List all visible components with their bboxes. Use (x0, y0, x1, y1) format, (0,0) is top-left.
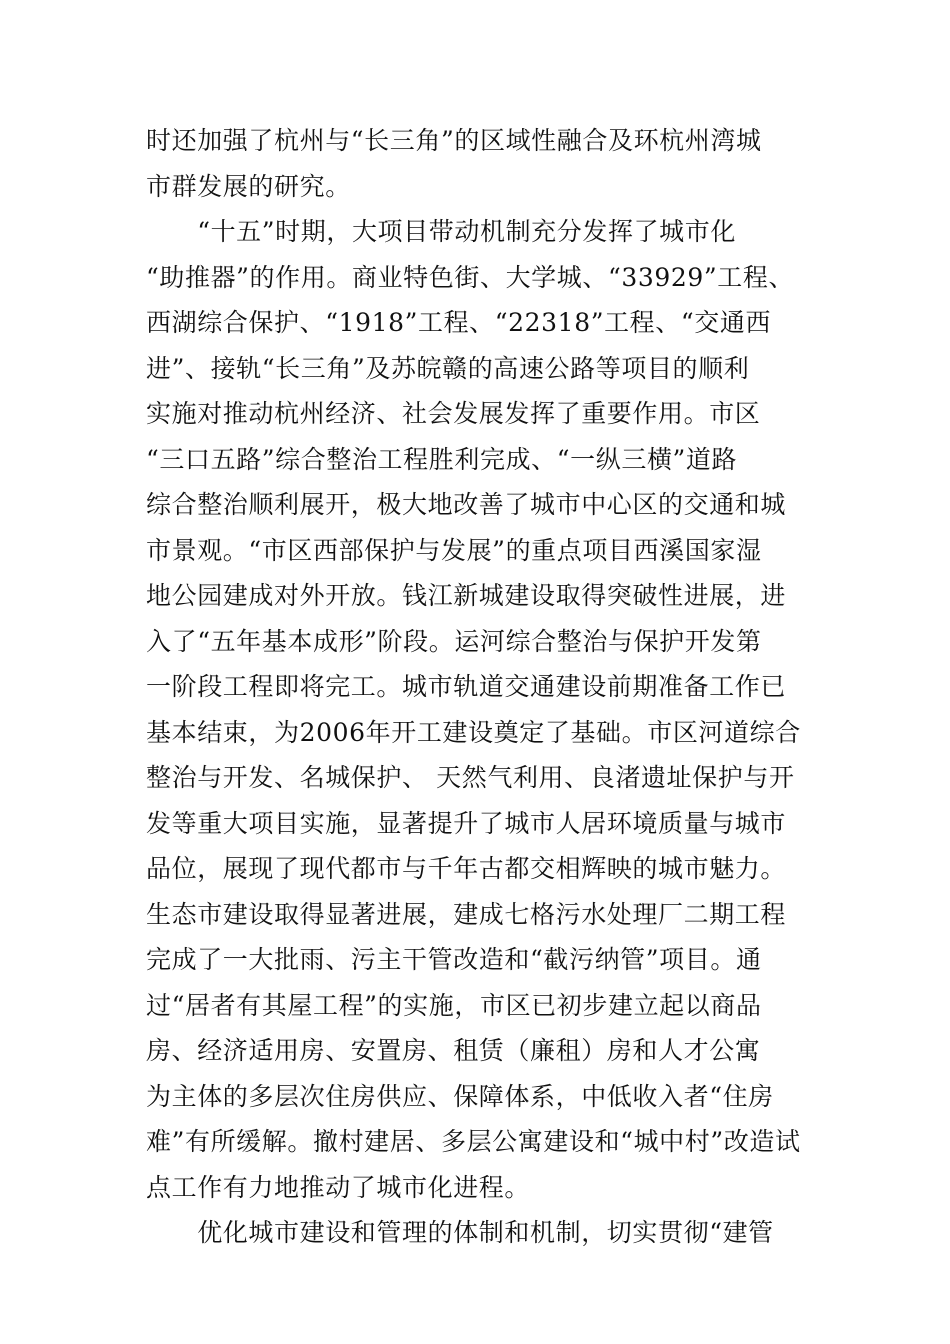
text-line: 为主体的多层次住房供应、保障体系，中低收入者“住房 (146, 1081, 774, 1111)
text-line: “助推器”的作用。商业特色街、大学城、“33929”工程、 (146, 262, 795, 292)
text-line: 发等重大项目实施，显著提升了城市人居环境质量与城市 (146, 808, 787, 838)
text-line: 优化城市建设和管理的体制和机制，切实贯彻“建管 (146, 1218, 774, 1247)
text-line: 西湖综合保护、“1918”工程、“22318”工程、“交通西 (146, 308, 772, 337)
text-line: 难”有所缓解。撤村建居、多层公寓建设和“城中村”改造试 (146, 1127, 801, 1156)
text-line: 点工作有力地推动了城市化进程。 (146, 1172, 531, 1202)
text-line: “十五”时期，大项目带动机制充分发挥了城市化 (146, 217, 736, 246)
text-line: 实施对推动杭州经济、社会发展发挥了重要作用。市区 (146, 399, 761, 428)
body-text (146, 118, 810, 1256)
text-line: 完成了一大批雨、污主干管改造和“截污纳管”项目。通 (146, 945, 762, 974)
text-line: 综合整治顺利展开，极大地改善了城市中心区的交通和城 (146, 490, 787, 519)
text-line: 品位，展现了现代都市与千年古都交相辉映的城市魅力。 (146, 854, 787, 883)
text-line: “三口五路”综合整治工程胜利完成、“一纵三横”道路 (146, 444, 738, 474)
text-line: 入了“五年基本成形”阶段。运河综合整治与保护开发第 (146, 626, 762, 656)
text-line: 过“居者有其屋工程”的实施，市区已初步建立起以商品 (146, 990, 762, 1020)
text-line: 市景观。“市区西部保护与发展”的重点项目西溪国家湿 (146, 535, 762, 565)
text-line: 基本结束，为2006年开工建设奠定了基础。市区河道综合 (146, 717, 801, 747)
text-line: 时还加强了杭州与“长三角”的区域性融合及环杭州湾城 (146, 126, 762, 155)
text-line: 整治与开发、名城保护、 天然气利用、良渚遗址保护与开 (146, 763, 795, 792)
text-line: 一阶段工程即将完工。城市轨道交通建设前期准备工作已 (146, 672, 787, 701)
text-line: 进”、接轨“长三角”及苏皖赣的高速公路等项目的顺利 (146, 353, 750, 383)
text-line: 市群发展的研究。 (146, 171, 351, 201)
text-line: 生态市建设取得显著进展，建成七格污水处理厂二期工程 (146, 899, 787, 929)
text-line: 房、经济适用房、安置房、租赁（廉租）房和人才公寓 (146, 1036, 761, 1065)
text-line: 地公园建成对外开放。钱江新城建设取得突破性进展，进 (146, 581, 787, 610)
